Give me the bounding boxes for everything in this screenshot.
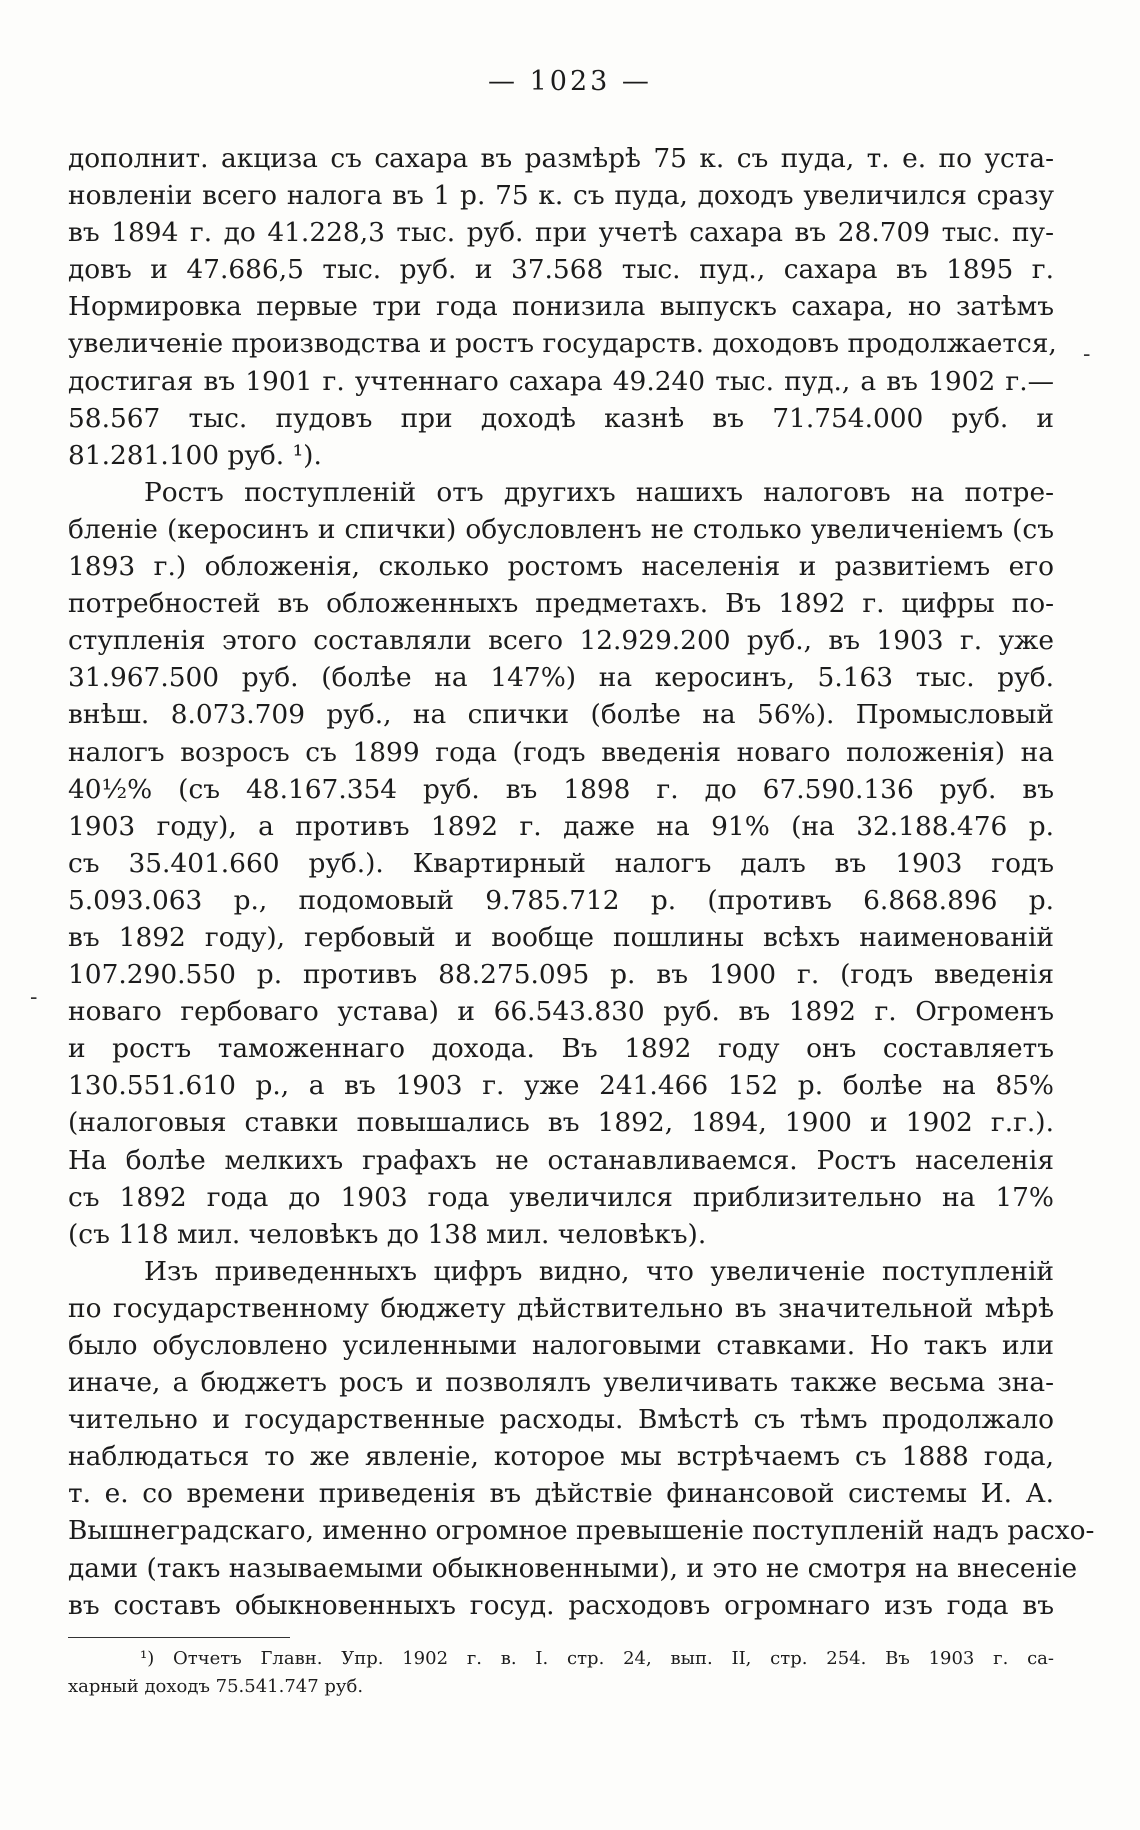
text-line: 31.967.500 руб. (болѣе на 147%) на керосинъ, 5.163 тыс. руб. — [68, 662, 1054, 694]
text-line: въ составъ обыкновенныхъ госуд. расходовъ огромнаго изъ года въ — [68, 1589, 1054, 1621]
text-line: Вышнеградскаго, именно огромное превышеніе поступленій надъ расхо- — [68, 1515, 1095, 1547]
text-line: увеличеніе производства и ростъ государств. доходовъ продолжается, — [68, 328, 1057, 360]
text-line: и ростъ таможеннаго дохода. Въ 1892 году онъ составляетъ — [68, 1033, 1054, 1065]
text-line: новаго гербоваго устава) и 66.543.830 руб. въ 1892 г. Огроменъ — [68, 996, 1054, 1028]
footnote-line: ¹) Отчетъ Главн. Упр. 1902 г. в. I. стр. 24, вып. II, стр. 254. Въ 1903 г. са- — [140, 1648, 1054, 1669]
footnote-line: харный доходъ 75.541.747 руб. — [68, 1676, 364, 1697]
text-line: было обусловлено усиленными налоговыми ставками. Но такъ или — [68, 1330, 1054, 1361]
text-line: потребностей въ обложенныхъ предметахъ. Въ 1892 г. цифры по- — [68, 588, 1054, 620]
text-line: внѣш. 8.073.709 руб., на спички (болѣе на 56%). Промысловый — [68, 699, 1054, 731]
text-line: 81.281.100 руб. ¹). — [68, 439, 322, 471]
paragraph-start: Изъ приведенныхъ цифръ видно, что увеличеніе поступленій — [144, 1255, 1054, 1287]
text-line: дополнит. акциза съ сахара въ размѣрѣ 75 к. съ пуда, т. е. по уста- — [68, 143, 1054, 174]
page-number: — 1023 — — [488, 66, 652, 97]
text-line: На болѣе мелкихъ графахъ не останавливаемся. Ростъ населенія — [68, 1144, 1054, 1176]
text-line: иначе, а бюджетъ росъ и позволялъ увеличивать также весьма зна- — [68, 1367, 1054, 1399]
text-line: въ 1894 г. до 41.228,3 тыс. руб. при учетѣ сахара въ 28.709 тыс. пу- — [68, 217, 1054, 249]
text-line: 107.290.550 р. противъ 88.275.095 р. въ 1900 г. (годъ введенія — [68, 959, 1054, 991]
text-line: съ 1892 года до 1903 года увеличился приблизительно на 17% — [68, 1181, 1054, 1213]
text-line: въ 1892 году), гербовый и вообще пошлины всѣхъ наименованій — [68, 921, 1054, 953]
text-line: бленіе (керосинъ и спички) обусловленъ не столько увеличеніемъ (съ — [68, 513, 1054, 545]
text-line: (налоговыя ставки повышались въ 1892, 1894, 1900 и 1902 г.г.). — [68, 1107, 1054, 1139]
footnotes — [68, 1645, 1054, 1701]
text-line: довъ и 47.686,5 тыс. руб. и 37.568 тыс. пуд., сахара въ 1895 г. — [68, 254, 1054, 286]
text-line: (съ 118 мил. человѣкъ до 138 мил. человѣкъ). — [68, 1218, 707, 1250]
text-line: 1893 г.) обложенія, сколько ростомъ населенія и развитіемъ его — [68, 551, 1054, 583]
text-line: чительно и государственные расходы. Вмѣстѣ съ тѣмъ продолжало — [68, 1404, 1054, 1436]
text-line: Нормировка первые три года понизила выпускъ сахара, но затѣмъ — [68, 291, 1054, 323]
text-line: 1903 году), а противъ 1892 г. даже на 91% (на 32.188.476 р. — [68, 810, 1054, 842]
text-line: наблюдаться то же явленіе, которое мы встрѣчаемъ съ 1888 года, — [68, 1441, 1054, 1473]
text-line: достигая въ 1901 г. учтеннаго сахара 49.240 тыс. пуд., а въ 1902 г.— — [68, 365, 1054, 397]
text-line: съ 35.401.660 руб.). Квартирный налогъ далъ въ 1903 годъ — [68, 847, 1054, 879]
text-line: 130.551.610 р., а въ 1903 г. уже 241.466 152 р. болѣе на 85% — [68, 1070, 1054, 1102]
footnote-divider — [68, 1637, 290, 1638]
text-line: 5.093.063 р., подомовый 9.785.712 р. (противъ 6.868.896 р. — [68, 884, 1054, 916]
body-text — [68, 140, 1095, 1624]
text-line: дами (такъ называемыми обыкновенными), и это не смотря на внесеніе — [68, 1552, 1078, 1584]
margin-mark: - — [1083, 342, 1091, 367]
text-line: 40½% (съ 48.167.354 руб. въ 1898 г. до 67.590.136 руб. въ — [68, 773, 1054, 805]
paragraph-start: Ростъ поступленій отъ другихъ нашихъ налоговъ на потре- — [144, 476, 1054, 508]
text-line: по государственному бюджету дѣйствительно въ значительной мѣрѣ — [68, 1292, 1054, 1324]
text-line: т. е. со времени приведенія въ дѣйствіе финансовой системы И. А. — [68, 1478, 1054, 1510]
text-line: 58.567 тыс. пудовъ при доходѣ казнѣ въ 71.754.000 руб. и — [68, 402, 1054, 434]
text-line: ступленія этого составляли всего 12.929.200 руб., въ 1903 г. уже — [68, 625, 1054, 657]
margin-mark: - — [30, 985, 38, 1010]
text-line: налогъ возросъ съ 1899 года (годъ введенія новаго положенія) на — [68, 736, 1054, 768]
text-line: новленіи всего налога въ 1 р. 75 к. съ пуда, доходъ увеличился сразу — [68, 180, 1054, 212]
